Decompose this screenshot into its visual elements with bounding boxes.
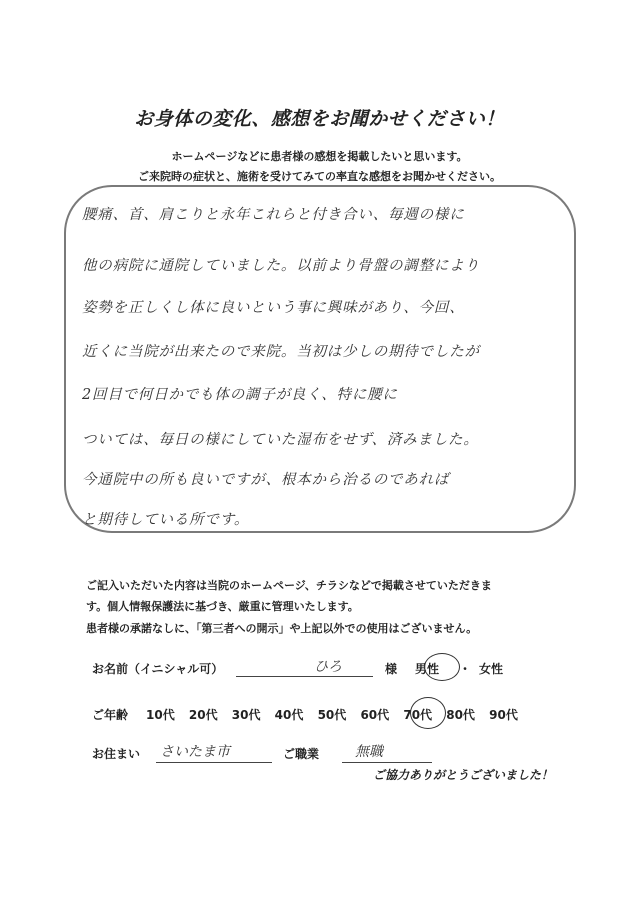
age-options: [146, 706, 528, 723]
age-option-90s[interactable]: 90代: [489, 708, 518, 722]
job-field-line: [342, 762, 432, 763]
age-label: ご年齢: [92, 708, 129, 722]
job-field[interactable]: 無職: [355, 744, 383, 760]
name-label: お名前（イニシャル可）: [92, 662, 224, 676]
testimonial-line-1: 腰痛、首、肩こりと永年これらと付き合い、毎週の様に: [82, 207, 465, 223]
testimonial-line-2: 他の病院に通院していました。以前より骨盤の調整により: [82, 258, 480, 274]
age-selected-circle: [410, 697, 446, 729]
notice-line-1: ご記入いただいた内容は当院のホームページ、チラシなどで掲載させていただきま: [86, 579, 492, 592]
address-field-line: [156, 762, 272, 763]
testimonial-line-3: 姿勢を正しくし体に良いという事に興味があり、今回、: [82, 300, 465, 316]
age-option-50s[interactable]: 50代: [317, 708, 347, 722]
intro-line-1: ホームページなどに患者様の感想を掲載したいと思います。: [171, 150, 468, 163]
age-option-80s[interactable]: 80代: [446, 708, 475, 722]
age-option-30s[interactable]: 30代: [231, 708, 261, 722]
testimonial-line-4: 近くに当院が出来たので来院。当初は少しの期待でしたが: [82, 344, 480, 360]
page-title: お身体の変化、感想をお聞かせください！: [134, 108, 505, 130]
gender-option-male[interactable]: 男性: [415, 662, 440, 676]
age-option-70s[interactable]: 70代: [403, 708, 433, 722]
notice-line-2: す。個人情報保護法に基づき、厳重に管理いたします。: [86, 600, 359, 613]
age-option-10s[interactable]: 10代: [146, 708, 175, 722]
testimonial-line-7: 今通院中の所も良いですが、根本から治るのであれば: [82, 472, 450, 488]
name-field[interactable]: ひろ: [314, 659, 342, 675]
name-field-line: [236, 676, 373, 677]
address-field[interactable]: さいたま市: [160, 744, 230, 760]
job-label: ご職業: [283, 747, 320, 761]
testimonial-line-5: 2回目で何日かでも体の調子が良く、特に腰に: [82, 387, 398, 403]
intro-line-2: ご来院時の症状と、施術を受けてみての率直な感想をお聞かせください。: [138, 170, 501, 183]
age-option-20s[interactable]: 20代: [188, 708, 218, 722]
gender-option-female[interactable]: 女性: [479, 662, 504, 676]
address-label: お住まい: [92, 747, 141, 761]
age-option-40s[interactable]: 40代: [274, 708, 304, 722]
age-option-60s[interactable]: 60代: [360, 708, 390, 722]
testimonial-line-6: ついては、毎日の様にしていた湿布をせず、済みました。: [82, 432, 479, 448]
testimonial-line-8: と期待している所です。: [82, 512, 250, 528]
notice-line-3: 患者様の承諾なしに、「第三者への開示」や上記以外での使用はございません。: [86, 622, 478, 635]
gender-selected-circle: [424, 653, 460, 681]
name-suffix: 様: [385, 662, 398, 676]
gender-separator: ・: [459, 662, 472, 676]
thanks-message: ご協力ありがとうございました！: [373, 768, 554, 782]
